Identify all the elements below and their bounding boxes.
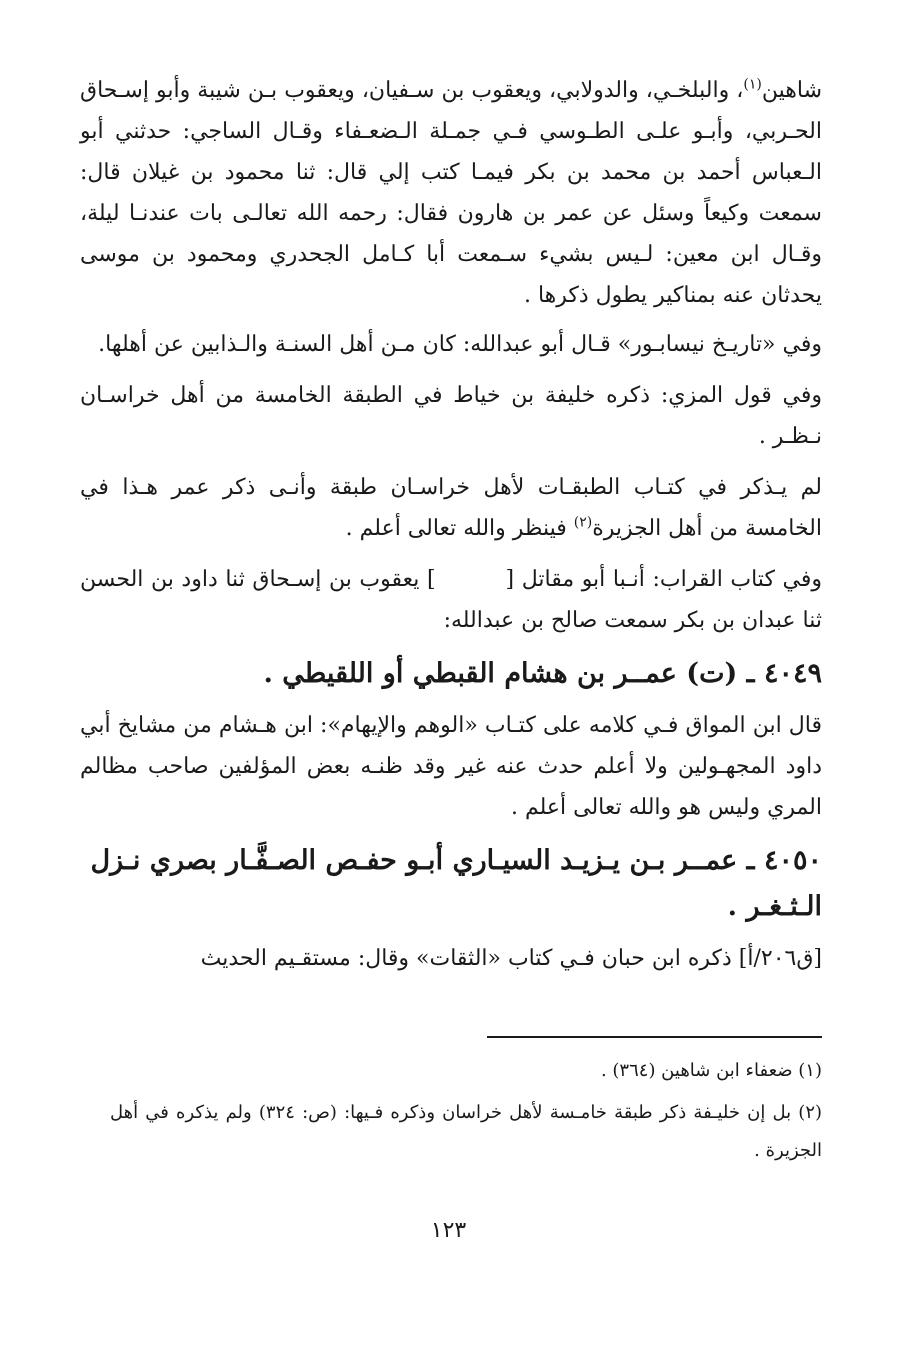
footnote-2: (٢) بل إن خليـفة ذكر طبقة خامـسة لأهل خراسان وذكره فـيها: (ص: ٣٢٤) ولم يذكره في أهل الجزيرة . xyxy=(110,1102,823,1161)
text-span: ] يعقوب بن إسـحاق ثنا داود بن الحسن ثنا عبدان بن بكر سمعت صالح بن عبدالله: xyxy=(80,567,822,633)
paragraph-tarikh-naysabur: وفي «تاريـخ نيسابـور» قـال أبو عبدالله: كان مـن أهل السنـة والـذابين عن أهلها. xyxy=(98,332,822,357)
entry-heading-4050: ٤٠٥٠ ـ عمــر بـن يـزيـد السيـاري أبـو حفـص الصـفَّـار بصري نـزل الـثـغـر . xyxy=(90,845,822,922)
footnote-ref-2: (٢) xyxy=(573,514,593,531)
text-span: وفي كتاب القراب: أنـبا أبو مقاتل [ xyxy=(505,567,822,592)
entry-heading-4049: ٤٠٤٩ ـ (ت) عمــر بن هشام القبطي أو اللقيطي . xyxy=(263,658,822,689)
paragraph-ibn-hibban: [ق٢٠٦/أ] ذكره ابن حبان فـي كتاب «الثقات» وقال: مستقـيم الحديث xyxy=(200,946,822,971)
text-span: ، والبلخـي، والدولابي، ويعقوب بن سـفيان، ويعقوب بـن شيبة وأبو إسـحاق الحـربي، وأبـو علـى الطـوسي فـي جمـلة الـضعـفاء وقـال الساجي: حدثني أبو الـعباس أحمد بن محمد بن بكر فيمـا كتب إلي قال: ثنا محمود بن غيلان قال: سمعت وكيعاً وسئل عن عمر بن هارون فقال: رحمه الله تعالـى بات عندنـا ليلة، وقـال ابن معين: لـيس بشيء سـمعت أبا كـامل الجحدري ومحمود بن موسى يحدثان عنه بمناكير يطول ذكرها . xyxy=(80,78,822,308)
text-span: لم يـذكر في كتـاب الطبقـات لأهل خراسـان طبقة وأنـى ذكر عمر هـذا في الخامسة من أهل الجزيرة xyxy=(80,475,822,541)
paragraph-ibn-shahin xyxy=(80,70,822,316)
page-number: ١٢٣ xyxy=(430,1218,467,1243)
paragraph-ibn-al-mawwaq: قال ابن المواق فـي كلامه على كتـاب «الوهم والإيهام»: ابن هـشام من مشايخ أبي داود المجهـولين ولا أعلم حدث عنه غير وقد ظنـه بعض المؤلفين صاحب مظالم المري وليس هو والله تعالى أعلم . xyxy=(80,713,822,820)
text-span: فينظر والله تعالى أعلم . xyxy=(345,516,574,541)
footnote-1: (١) ضعفاء ابن شاهين (٣٦٤) . xyxy=(600,1060,822,1081)
paragraph-tabaqat xyxy=(80,467,822,549)
text-span: شاهين xyxy=(761,78,822,103)
page-body xyxy=(80,70,822,989)
paragraph-mizzi: وفي قول المزي: ذكره خليفة بن خياط في الطبقة الخامسة من أهل خراسـان نـظـر . xyxy=(80,383,822,449)
footnotes xyxy=(110,1052,822,1174)
footnote-divider xyxy=(487,1036,822,1038)
paragraph-qurrab xyxy=(80,559,822,641)
footnote-ref-1: (١) xyxy=(743,76,762,93)
